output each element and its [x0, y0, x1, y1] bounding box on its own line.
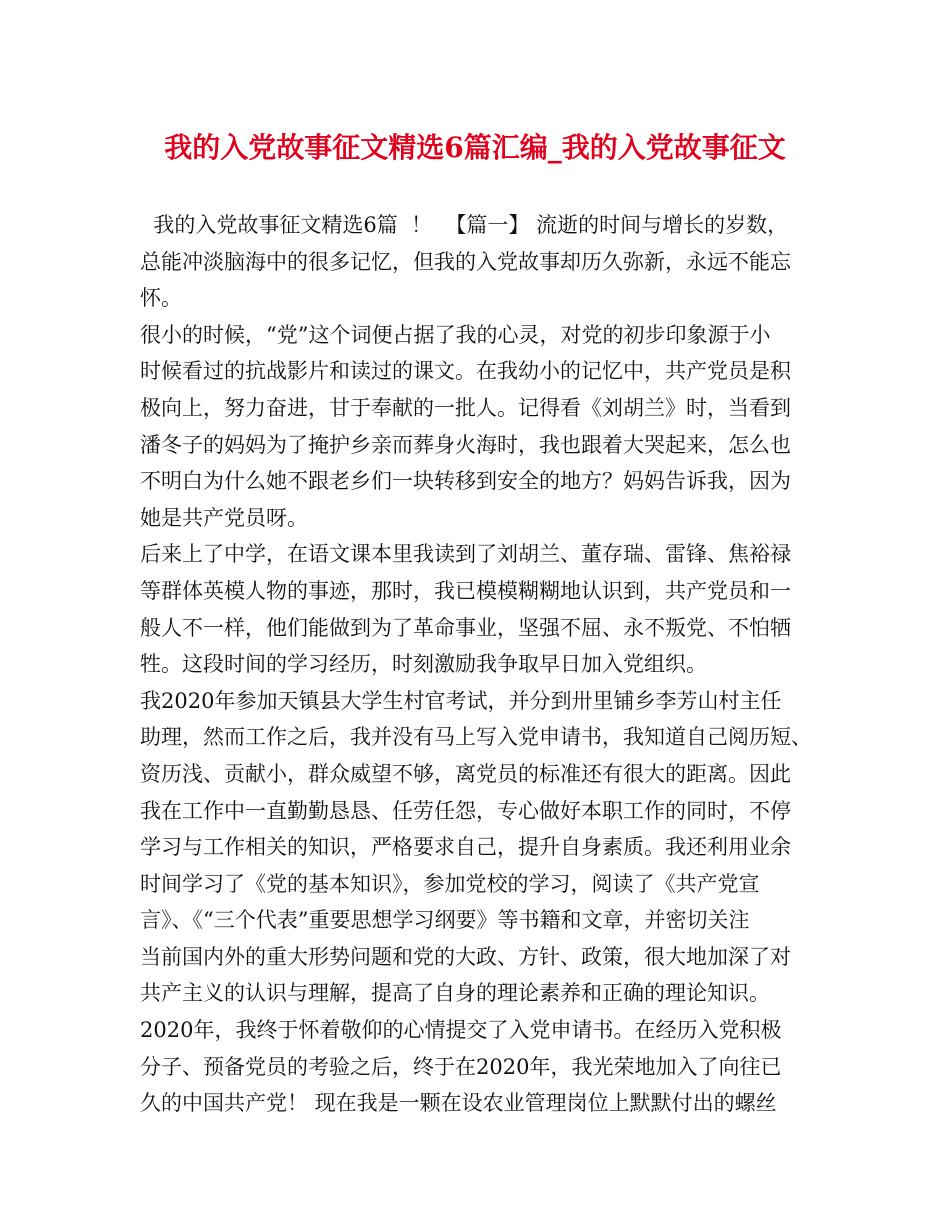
- text-line: 言》、《“三个代表”重要思想学习纲要》等书籍和文章，并密切关注: [140, 908, 750, 933]
- paragraph-4: [140, 683, 820, 1012]
- text-line: 极向上，努力奋进，甘于奉献的一批人。记得看《刘胡兰》时，当看到: [140, 395, 791, 420]
- text-line: 当前国内外的重大形势问题和党的大政、方针、政策，很大地加深了对: [140, 944, 791, 969]
- paragraph-5: [140, 1012, 820, 1122]
- text-line: 学习与工作相关的知识，严格要求自己，提升自身素质。我还利用业余: [140, 835, 791, 860]
- text-line: 资历浅、贡献小，群众威望不够，离党员的标准还有很大的距离。因此: [140, 761, 791, 786]
- text-line: 总能冲淡脑海中的很多记忆，但我的入党故事却历久弥新，永远不能忘: [140, 249, 791, 274]
- text-line: 分子、预备党员的考验之后，终于在2020年，我光荣地加入了向往已: [140, 1054, 782, 1079]
- document-body: [140, 207, 820, 1122]
- text-line: 牲。这段时间的学习经历，时刻激励我争取早日加入党组织。: [140, 652, 707, 677]
- text-line: 2020年，我终于怀着敬仰的心情提交了入党申请书。在经历入党积极: [140, 1018, 782, 1043]
- text-line: 我在工作中一直勤勤恳恳、任劳任怨，专心做好本职工作的同时，不停: [140, 798, 791, 823]
- text-line: 助理，然而工作之后，我并没有马上写入党申请书，我知道自己阅历短、: [140, 725, 812, 750]
- document-title: 我的入党故事征文精选6篇汇编_我的入党故事征文: [164, 131, 786, 164]
- text-line: 怀。: [140, 286, 182, 311]
- text-line: 我的入党故事征文精选6篇 ！ 【篇一】 流逝的时间与增长的岁数，: [140, 213, 789, 237]
- text-line: 我2020年参加天镇县大学生村官考试，并分到卅里铺乡李芳山村主任: [140, 688, 782, 713]
- text-line: 共产主义的认识与理解，提高了自身的理论素养和正确的理论知识。: [140, 981, 770, 1006]
- text-line: 很小的时候，“党”这个词便占据了我的心灵，对党的初步印象源于小: [140, 322, 771, 347]
- text-line: 等群体英模人物的事迹，那时，我已模模糊糊地认识到，共产党员和一: [140, 578, 791, 603]
- text-line: 时候看过的抗战影片和读过的课文。在我幼小的记忆中，共产党员是积: [140, 359, 791, 384]
- text-line: 她是共产党员呀。: [140, 505, 308, 530]
- text-line: 时间学习了《党的基本知识》，参加党校的学习，阅读了《共产党宣: [140, 871, 760, 896]
- paragraph-2: [140, 317, 820, 537]
- text-line: 般人不一样，他们能做到为了革命事业，坚强不屈、永不叛党、不怕牺: [140, 615, 791, 640]
- paragraph-1: [140, 207, 820, 317]
- text-line: 潘冬子的妈妈为了掩护乡亲而葬身火海时，我也跟着大哭起来，怎么也: [140, 432, 791, 457]
- text-line: 久的中国共产党！ 现在我是一颗在设农业管理岗位上默默付出的螺丝: [140, 1091, 777, 1116]
- text-line: 后来上了中学，在语文课本里我读到了刘胡兰、董存瑞、雷锋、焦裕禄: [140, 542, 791, 567]
- text-line: 不明白为什么她不跟老乡们一块转移到安全的地方？妈妈告诉我，因为: [140, 469, 791, 494]
- paragraph-3: [140, 536, 820, 682]
